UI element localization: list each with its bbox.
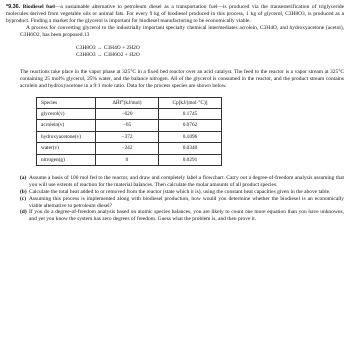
species-name: nitrogen(g)	[37, 154, 96, 165]
heat-of-formation-value: −372	[96, 131, 159, 142]
problem-intro-text: —a sustainable alternative to petroleum diesel as a transportation fuel—is produced via the transesterification of triglyceride molecules derived from vegetable oils or animal fats. For every 9 kg of biodiesel produced in this process, 1 kg of glycerol, C3H8O3, is produced as a byproduct. Finding a market for the glycerol is important for biodiesel manufacturing to be economically viable.	[6, 4, 344, 24]
question-text: Assume a basis of 100 mol fed to the reactor, and draw and completely label a flowchart. Carry out a degree-of-freedom analysis assuming that you will use extents of reaction for the material balances. Then calculate the molar amounts of all product species.	[29, 174, 344, 188]
heat-capacity-value: 0.0291	[159, 154, 222, 165]
question-text: If you do a degree-of-freedom analysis based on atomic species balances, you are likely to count one more equation than you have unknowns, and yet you know the system has zero degrees of freedom. Guess what the problem is, and then prove it.	[29, 209, 344, 223]
problem-paragraph-3: The reactions take place in the vapor phase at 325°C in a fixed bed reactor over an acid catalyst. The feed to the reactor is a vapor stream at 325°C containing 25 mol% glycerol, 25% water, and the balance nitrogen. All of the glycerol is consumed in the reactor, and the product stream contains acrolein and hydroxyacetone in a 9:1 mole ratio. Data for the process species are shown below.	[20, 68, 344, 89]
species-name: acrolein(v)	[37, 120, 96, 131]
question-letter: (b)	[20, 188, 27, 195]
heat-of-formation-value: −65	[96, 120, 159, 131]
reaction-1: C3H8O3 → C3H4O + 2H2O	[76, 44, 140, 51]
table-row	[37, 131, 222, 142]
species-data-table	[36, 97, 222, 166]
table-row	[37, 109, 222, 120]
heat-of-formation-value: 0	[96, 154, 159, 165]
table-row	[37, 143, 222, 154]
reaction-2: C3H8O3 → C3H6O2 + H2O	[76, 51, 140, 58]
problem-title: Biodiesel fuel	[22, 4, 55, 10]
header-heat-of-formation: ΔĤf°(kJ/mol)	[96, 97, 159, 108]
question-list	[20, 175, 344, 223]
species-name: glycerol(v)	[37, 109, 96, 120]
problem-number: *9.36.	[6, 4, 21, 10]
header-species: Species	[37, 97, 96, 108]
question-letter: (d)	[20, 209, 27, 216]
table-row	[37, 154, 222, 165]
heat-capacity-value: 0.1745	[159, 109, 222, 120]
problem-paragraph-2: A process for converting glycerol to the industrially important specialty chemical intermediates acrolein, C3H4O, and hydroxyacetone (acetol), C3H6O2, has been proposed.13	[20, 24, 344, 38]
question-item	[20, 189, 344, 196]
question-letter: (a)	[20, 174, 27, 181]
question-item	[20, 175, 344, 189]
problem-intro	[6, 4, 344, 25]
header-heat-capacity: Cp[kJ/(mol·°C)]	[159, 97, 222, 108]
heat-capacity-value: 0.1096	[159, 131, 222, 142]
table-header-row	[37, 97, 222, 108]
species-name: water(v)	[37, 143, 96, 154]
heat-capacity-value: 0.0762	[159, 120, 222, 131]
reaction-equations	[76, 45, 344, 59]
heat-of-formation-value: −620	[96, 109, 159, 120]
question-item	[20, 196, 344, 210]
question-letter: (c)	[20, 195, 27, 202]
question-item	[20, 209, 344, 223]
heat-of-formation-value: −242	[96, 143, 159, 154]
textbook-page	[6, 4, 344, 223]
question-text: Assuming this process is implemented along with biodiesel production, how would you determine whether the biodiesel is an economically viable alternative to petroleum diesel?	[29, 195, 344, 209]
table-row	[37, 120, 222, 131]
heat-capacity-value: 0.0340	[159, 143, 222, 154]
question-text: Calculate the total heat added to or removed from the reactor (state which it is), using the constant heat capacities given in the above table.	[29, 188, 331, 195]
species-name: hydroxyacetone(v)	[37, 131, 96, 142]
